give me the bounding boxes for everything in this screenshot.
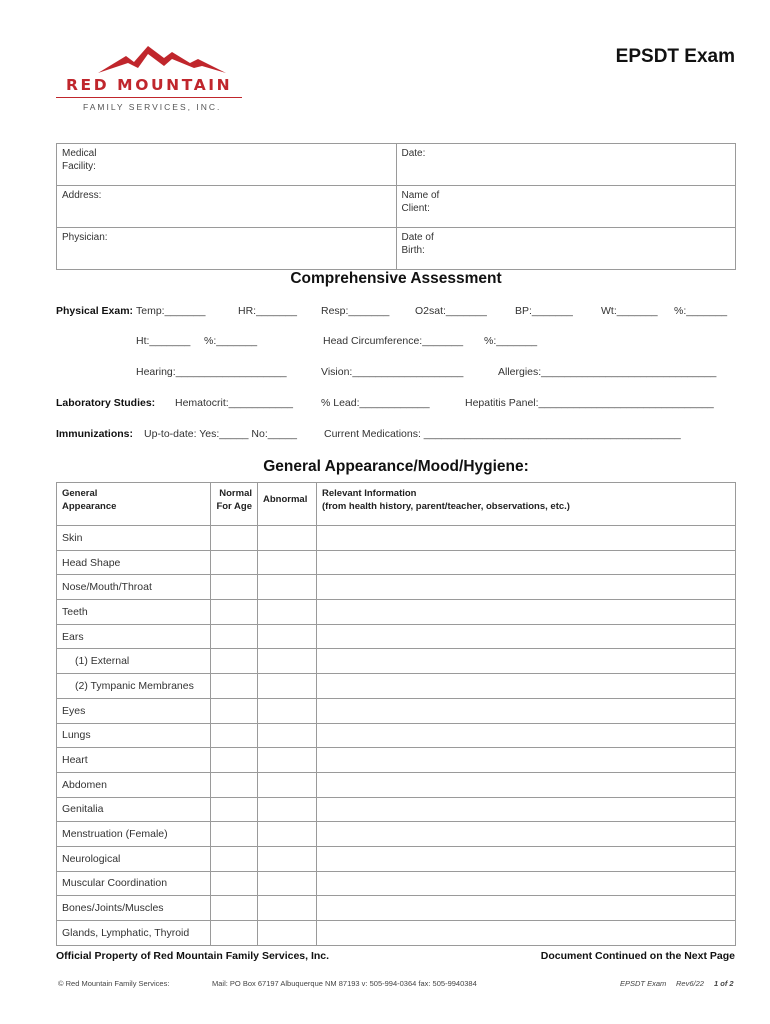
normal-cell[interactable]: [211, 550, 258, 575]
official-property-text: Official Property of Red Mountain Family Services, Inc.: [56, 950, 330, 962]
general-appearance-heading: General Appearance/Mood/Hygiene:: [263, 458, 529, 475]
allergies-field[interactable]: Allergies:______________________________: [498, 366, 717, 378]
lead-field[interactable]: % Lead:____________: [321, 397, 430, 409]
table-row: [57, 822, 736, 847]
client-name-field[interactable]: Name of Client:: [396, 186, 736, 228]
normal-cell[interactable]: [211, 797, 258, 822]
height-percentile-field[interactable]: %:_______: [204, 335, 258, 347]
row-label: Heart: [57, 748, 211, 773]
table-row: [57, 871, 736, 896]
hepatitis-panel-field[interactable]: Hepatitis Panel:______________________________: [465, 397, 714, 409]
abnormal-cell[interactable]: [258, 748, 317, 773]
logo-name: RED MOUNTAIN: [66, 76, 233, 94]
relevant-info-cell[interactable]: [317, 871, 736, 896]
document-title: EPSDT Exam: [615, 46, 735, 67]
normal-cell[interactable]: [211, 723, 258, 748]
abnormal-cell[interactable]: [258, 550, 317, 575]
abnormal-cell[interactable]: [258, 921, 317, 946]
normal-cell[interactable]: [211, 600, 258, 625]
normal-cell[interactable]: [211, 822, 258, 847]
relevant-info-cell[interactable]: [317, 600, 736, 625]
abnormal-cell[interactable]: [258, 797, 317, 822]
general-appearance-table: [56, 482, 736, 946]
physical-exam-label: Physical Exam:: [56, 305, 134, 317]
relevant-info-cell[interactable]: [317, 921, 736, 946]
relevant-info-cell[interactable]: [317, 846, 736, 871]
relevant-info-cell[interactable]: [317, 723, 736, 748]
relevant-info-cell[interactable]: [317, 896, 736, 921]
page-number-text: 1 of 2: [714, 979, 734, 988]
table-row: [57, 748, 736, 773]
row-label: Muscular Coordination: [57, 871, 211, 896]
current-medications-field[interactable]: Current Medications: ____________________________________________: [324, 428, 681, 440]
table-row: [57, 600, 736, 625]
table-row: [57, 575, 736, 600]
date-of-birth-field[interactable]: Date of Birth:: [396, 228, 736, 270]
hr-field[interactable]: HR:_______: [238, 305, 297, 317]
weight-field[interactable]: Wt:_______: [601, 305, 658, 317]
abnormal-cell[interactable]: [258, 674, 317, 699]
table-row: [57, 896, 736, 921]
mountain-logo-icon: [98, 44, 226, 74]
table-row: [57, 921, 736, 946]
relevant-info-cell[interactable]: [317, 649, 736, 674]
col-general-appearance: General Appearance: [57, 483, 211, 526]
normal-cell[interactable]: [211, 772, 258, 797]
physician-field[interactable]: Physician:: [57, 228, 397, 270]
row-label: Abdomen: [57, 772, 211, 797]
bp-field[interactable]: BP:_______: [515, 305, 573, 317]
relevant-info-cell[interactable]: [317, 674, 736, 699]
row-label: Head Shape: [57, 550, 211, 575]
head-circumference-field[interactable]: Head Circumference:_______: [323, 335, 464, 347]
logo-divider: [56, 97, 242, 98]
relevant-info-cell[interactable]: [317, 526, 736, 551]
normal-cell[interactable]: [211, 921, 258, 946]
normal-cell[interactable]: [211, 871, 258, 896]
table-row: [57, 846, 736, 871]
row-label: Ears: [57, 624, 211, 649]
address-field[interactable]: Address:: [57, 186, 397, 228]
relevant-info-cell[interactable]: [317, 575, 736, 600]
row-label: Menstruation (Female): [57, 822, 211, 847]
continued-text: Document Continued on the Next Page: [540, 950, 735, 962]
normal-cell[interactable]: [211, 896, 258, 921]
row-label: Glands, Lymphatic, Thyroid: [57, 921, 211, 946]
client-info-table: [56, 143, 736, 270]
revision-text: Rev6/22: [676, 979, 704, 988]
logo-subtitle: FAMILY SERVICES, INC.: [83, 102, 222, 112]
relevant-info-cell[interactable]: [317, 822, 736, 847]
date-field[interactable]: Date:: [396, 144, 736, 186]
abnormal-cell[interactable]: [258, 624, 317, 649]
row-label: Neurological: [57, 846, 211, 871]
table-row: [57, 723, 736, 748]
laboratory-studies-label: Laboratory Studies:: [56, 397, 156, 409]
relevant-info-cell[interactable]: [317, 772, 736, 797]
normal-cell[interactable]: [211, 649, 258, 674]
abnormal-cell[interactable]: [258, 600, 317, 625]
normal-cell[interactable]: [211, 526, 258, 551]
relevant-info-cell[interactable]: [317, 797, 736, 822]
immunizations-uptodate-field[interactable]: Up-to-date: Yes:_____ No:_____: [144, 428, 297, 440]
table-row: [57, 550, 736, 575]
normal-cell[interactable]: [211, 698, 258, 723]
relevant-info-cell[interactable]: [317, 624, 736, 649]
table-row: [57, 649, 736, 674]
o2sat-field[interactable]: O2sat:_______: [415, 305, 487, 317]
row-label: Eyes: [57, 698, 211, 723]
row-label: (2) Tympanic Membranes: [57, 674, 211, 699]
col-abnormal: Abnormal: [258, 483, 317, 526]
normal-cell[interactable]: [211, 674, 258, 699]
vision-field[interactable]: Vision:___________________: [321, 366, 464, 378]
hearing-field[interactable]: Hearing:___________________: [136, 366, 287, 378]
table-row: [57, 698, 736, 723]
abnormal-cell[interactable]: [258, 896, 317, 921]
abnormal-cell[interactable]: [258, 822, 317, 847]
abnormal-cell[interactable]: [258, 649, 317, 674]
head-percentile-field[interactable]: %:_______: [484, 335, 538, 347]
row-label: Bones/Joints/Muscles: [57, 896, 211, 921]
abnormal-cell[interactable]: [258, 526, 317, 551]
abnormal-cell[interactable]: [258, 871, 317, 896]
relevant-info-cell[interactable]: [317, 748, 736, 773]
table-row: [57, 772, 736, 797]
row-label: Skin: [57, 526, 211, 551]
abnormal-cell[interactable]: [258, 698, 317, 723]
relevant-info-cell[interactable]: [317, 550, 736, 575]
weight-percentile-field[interactable]: %:_______: [674, 305, 728, 317]
abnormal-cell[interactable]: [258, 846, 317, 871]
normal-cell[interactable]: [211, 575, 258, 600]
row-label: (1) External: [57, 649, 211, 674]
form-name-text: EPSDT Exam: [620, 979, 667, 988]
row-label: Teeth: [57, 600, 211, 625]
normal-cell[interactable]: [211, 846, 258, 871]
table-row: [57, 797, 736, 822]
normal-cell[interactable]: [211, 624, 258, 649]
abnormal-cell[interactable]: [258, 772, 317, 797]
table-row: [57, 674, 736, 699]
col-normal-for-age: Normal For Age: [211, 483, 258, 526]
temp-field[interactable]: Temp:_______: [136, 305, 206, 317]
col-relevant-information: Relevant Information (from health history, parent/teacher, observations, etc.): [317, 483, 736, 526]
mail-contact-text: Mail: PO Box 67197 Albuquerque NM 87193 v: 505-994-0364 fax: 505-9940384: [212, 979, 477, 988]
relevant-info-cell[interactable]: [317, 698, 736, 723]
hematocrit-field[interactable]: Hematocrit:___________: [175, 397, 293, 409]
height-field[interactable]: Ht:_______: [136, 335, 191, 347]
row-label: Genitalia: [57, 797, 211, 822]
copyright-text: © Red Mountain Family Services:: [58, 979, 170, 988]
immunizations-label: Immunizations:: [56, 428, 134, 440]
row-label: Lungs: [57, 723, 211, 748]
comprehensive-assessment-heading: Comprehensive Assessment: [290, 270, 502, 287]
abnormal-cell[interactable]: [258, 575, 317, 600]
normal-cell[interactable]: [211, 748, 258, 773]
row-label: Nose/Mouth/Throat: [57, 575, 211, 600]
table-row: [57, 526, 736, 551]
table-row: [57, 624, 736, 649]
medical-facility-field[interactable]: Medical Facility:: [57, 144, 397, 186]
abnormal-cell[interactable]: [258, 723, 317, 748]
resp-field[interactable]: Resp:_______: [321, 305, 390, 317]
